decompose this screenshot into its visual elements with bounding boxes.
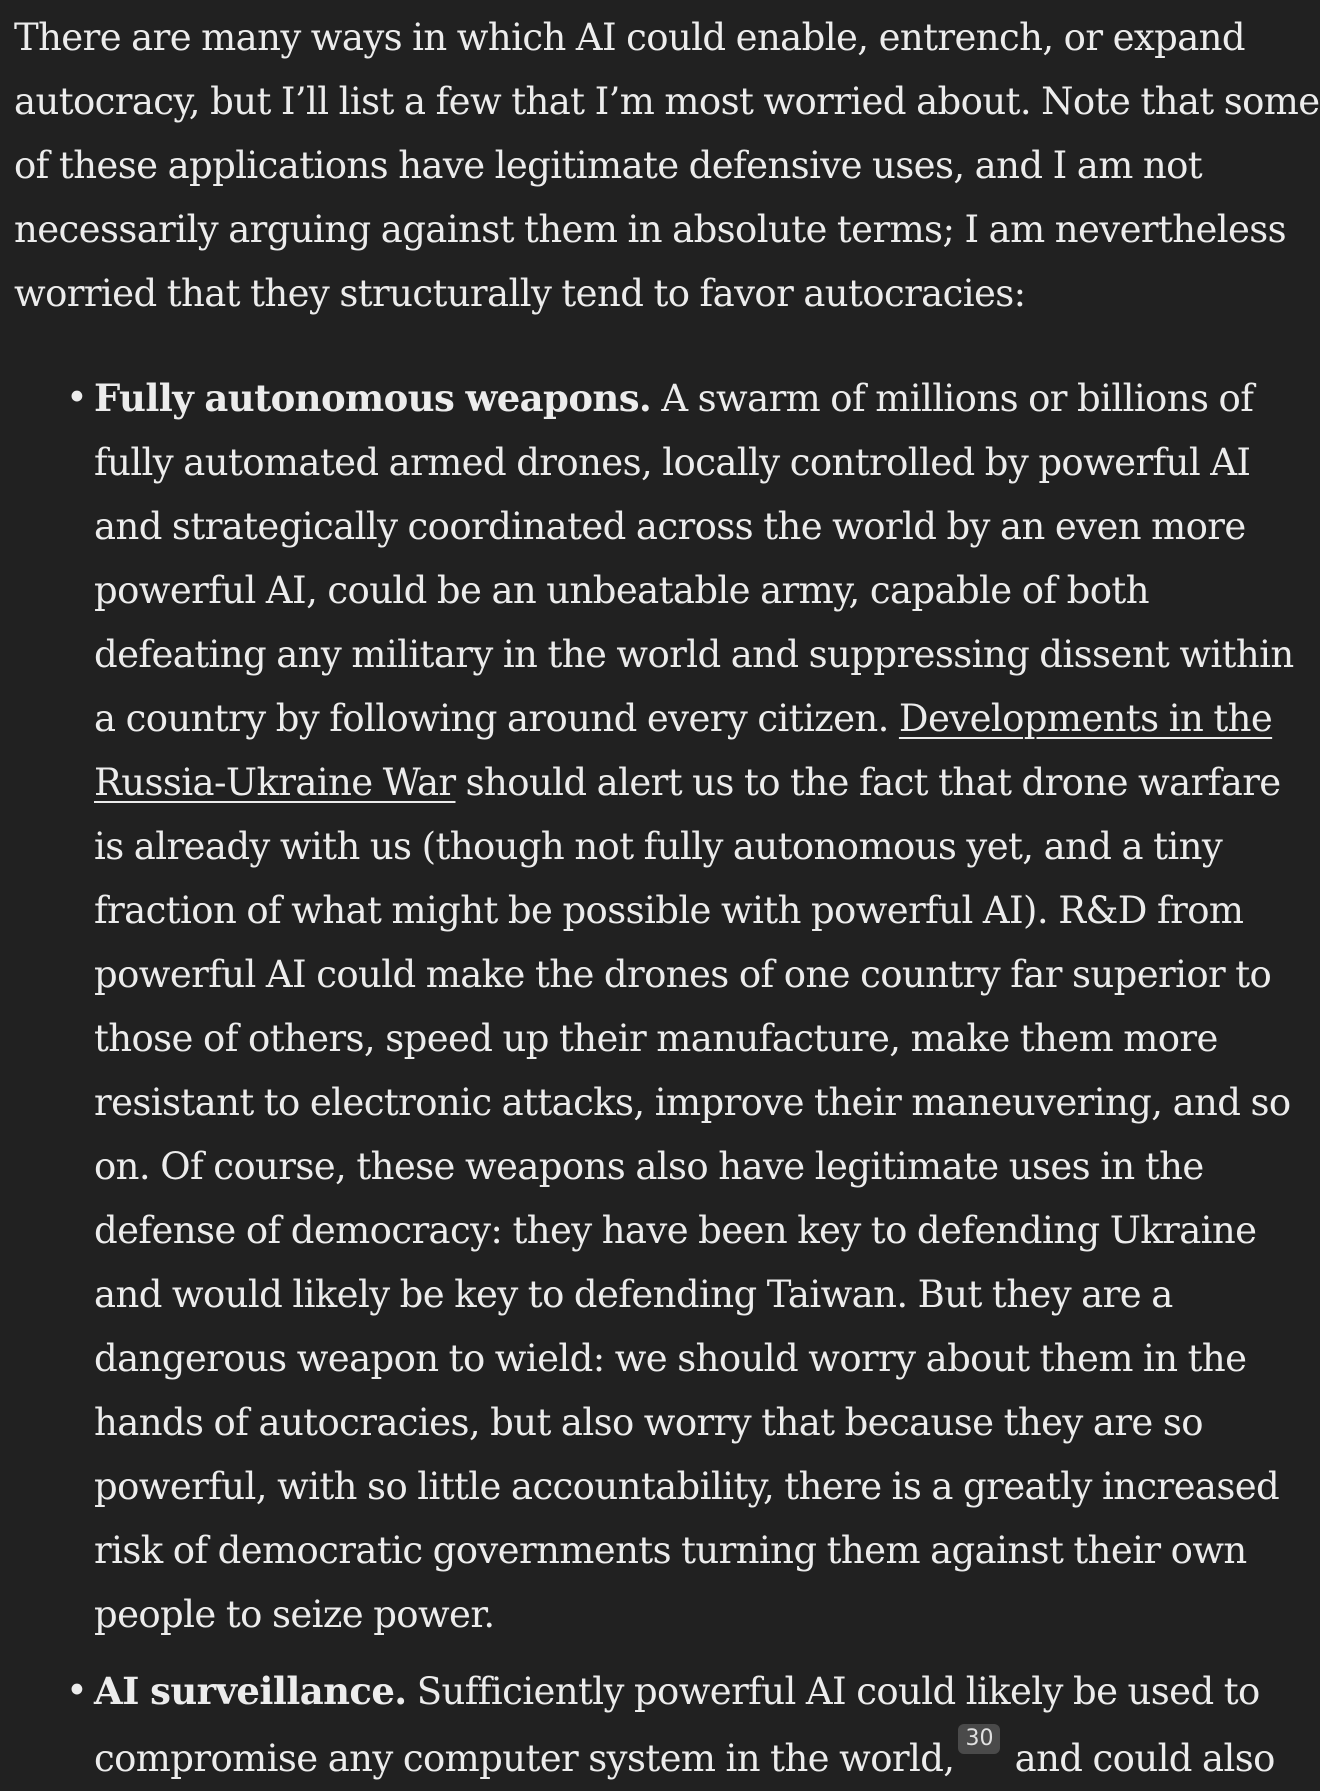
- bullet-text: and could also: [1004, 1737, 1275, 1780]
- bullet-text: a country by following around every citizen.: [94, 697, 899, 740]
- bullet-line: [94, 687, 1294, 751]
- bullet-dot: •: [66, 376, 88, 419]
- bullet-line: and strategically coordinated across the world by an even more: [94, 505, 1246, 548]
- bullet-line: [94, 366, 1294, 431]
- bullet-line: defeating any military in the world and suppressing dissent within: [94, 633, 1294, 676]
- bullet-line: resistant to electronic attacks, improve their maneuvering, and so: [94, 1081, 1291, 1124]
- bullet-term: Fully autonomous weapons.: [94, 376, 652, 420]
- bullet-line: powerful, with so little accountability, there is a greatly increased: [94, 1465, 1280, 1508]
- bullet-line: on. Of course, these weapons also have legitimate uses in the: [94, 1145, 1204, 1188]
- footnote-ref-30[interactable]: 30: [958, 1724, 1000, 1754]
- bullet-line: [94, 1659, 1294, 1724]
- intro-line: of these applications have legitimate defensive uses, and I am not: [14, 144, 1203, 187]
- intro-line: necessarily arguing against them in absolute terms; I am nevertheless: [14, 208, 1287, 251]
- bullet-text: should alert us to the fact that drone warfare: [455, 761, 1281, 804]
- bullet-line: powerful AI could make the drones of one country far superior to: [94, 953, 1272, 996]
- intro-line: There are many ways in which AI could enable, entrench, or expand: [14, 16, 1245, 59]
- intro-line: autocracy, but I’ll list a few that I’m most worried about. Note that some: [14, 80, 1320, 123]
- bullet-text: Sufficiently powerful AI could likely be used to: [406, 1670, 1260, 1713]
- bullet-line: defense of democracy: they have been key to defending Ukraine: [94, 1209, 1257, 1252]
- bullet-line: and would likely be key to defending Taiwan. But they are a: [94, 1273, 1173, 1316]
- intro-paragraph: [14, 6, 1320, 326]
- bullet-line: fraction of what might be possible with powerful AI). R&D from: [94, 889, 1244, 932]
- bullet-list: [0, 366, 1294, 1791]
- bullet-text: A swarm of millions or billions of: [651, 377, 1254, 420]
- russia-ukraine-war-link[interactable]: Russia-Ukraine War: [94, 761, 456, 804]
- intro-line: worried that they structurally tend to favor autocracies:: [14, 272, 1026, 315]
- bullet-line: [94, 1724, 1294, 1791]
- bullet-line: fully automated armed drones, locally controlled by powerful AI: [94, 441, 1251, 484]
- bullet-item-autonomous-weapons: [0, 366, 1294, 1647]
- bullet-line: risk of democratic governments turning them against their own: [94, 1529, 1247, 1572]
- bullet-line: hands of autocracies, but also worry that because they are so: [94, 1401, 1203, 1444]
- bullet-term: AI surveillance.: [94, 1669, 407, 1713]
- bullet-line: powerful AI, could be an unbeatable army, capable of both: [94, 569, 1149, 612]
- russia-ukraine-war-link[interactable]: Developments in the: [898, 697, 1273, 740]
- bullet-line: is already with us (though not fully autonomous yet, and a tiny: [94, 825, 1223, 868]
- bullet-text: compromise any computer system in the world,: [94, 1737, 955, 1780]
- bullet-line: those of others, speed up their manufacture, make them more: [94, 1017, 1218, 1060]
- bullet-line: [94, 751, 1294, 815]
- bullet-item-ai-surveillance: [0, 1659, 1294, 1791]
- bullet-line: people to seize power.: [94, 1593, 495, 1636]
- bullet-dot: •: [66, 1669, 88, 1712]
- bullet-line: dangerous weapon to wield: we should worry about them in the: [94, 1337, 1247, 1380]
